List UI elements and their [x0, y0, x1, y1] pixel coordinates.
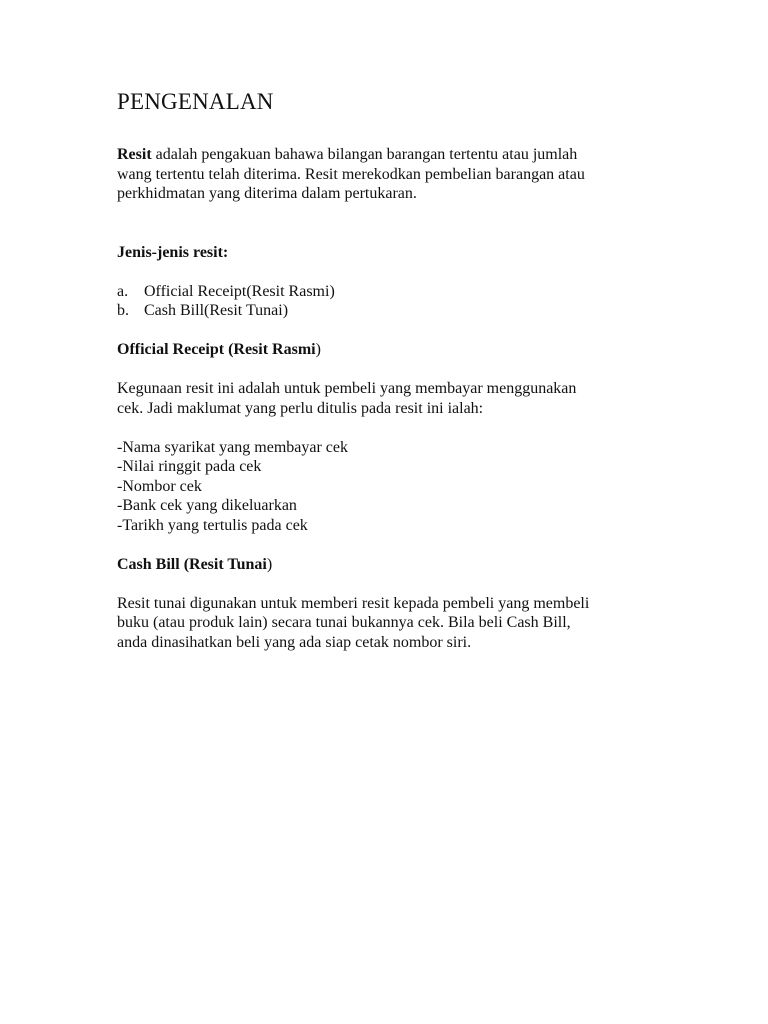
spacer: [117, 321, 657, 341]
spacer: [117, 574, 657, 594]
list-item-label: Cash Bill(Resit Tunai): [144, 302, 289, 319]
list-item: -Bank cek yang dikeluarkan: [117, 497, 297, 514]
list-item: -Nilai ringgit pada cek: [117, 458, 262, 475]
list-item: -Nombor cek: [117, 477, 202, 495]
page-title: PENGENALAN: [117, 89, 274, 114]
intro-term: Resit: [117, 146, 152, 163]
intro-line-1: adalah pengakuan bahawa bilangan barangan tertentu atau jumlah: [151, 146, 578, 163]
list-marker: b.: [117, 302, 129, 319]
cash-heading-bold: Cash Bill (Resit Tunai: [117, 555, 267, 573]
cash-desc-line-3: anda dinasihatkan beli yang ada siap cetak nombor siri.: [117, 633, 472, 651]
official-items-list: [117, 438, 657, 536]
list-item: [117, 301, 657, 321]
official-heading: [117, 340, 657, 360]
official-desc-line-2: cek. Jadi maklumat yang perlu ditulis pada resit ini ialah:: [117, 399, 484, 417]
cash-description: [117, 594, 657, 653]
spacer: [117, 418, 657, 438]
cash-heading-tail: ): [266, 555, 273, 573]
official-desc-line-1: Kegunaan resit ini adalah untuk pembeli yang membayar menggunakan: [117, 380, 577, 397]
spacer: [117, 360, 657, 380]
spacer: [117, 204, 657, 243]
official-description: [117, 379, 657, 418]
spacer: [117, 535, 657, 555]
document-page: [117, 88, 657, 652]
list-item-label: Official Receipt(Resit Rasmi): [144, 282, 335, 300]
list-item: -Tarikh yang tertulis pada cek: [117, 516, 308, 534]
types-heading: Jenis-jenis resit:: [117, 243, 229, 261]
intro-paragraph: [117, 145, 657, 204]
cash-heading: [117, 555, 657, 575]
intro-line-3: perkhidmatan yang diterima dalam pertukaran.: [117, 185, 417, 202]
cash-desc-line-2: buku (atau produk lain) secara tunai bukannya cek. Bila beli Cash Bill,: [117, 614, 571, 631]
types-list: [117, 282, 657, 321]
spacer: [117, 262, 657, 282]
official-heading-bold: Official Receipt (Resit Rasmi: [117, 341, 316, 358]
list-item: -Nama syarikat yang membayar cek: [117, 438, 349, 456]
intro-line-2: wang tertentu telah diterima. Resit merekodkan pembelian barangan atau: [117, 165, 585, 183]
official-heading-tail: ): [315, 341, 321, 358]
cash-desc-line-1: Resit tunai digunakan untuk memberi resit kepada pembeli yang membeli: [117, 594, 590, 612]
list-item: [117, 282, 657, 302]
list-marker: a.: [117, 282, 129, 300]
